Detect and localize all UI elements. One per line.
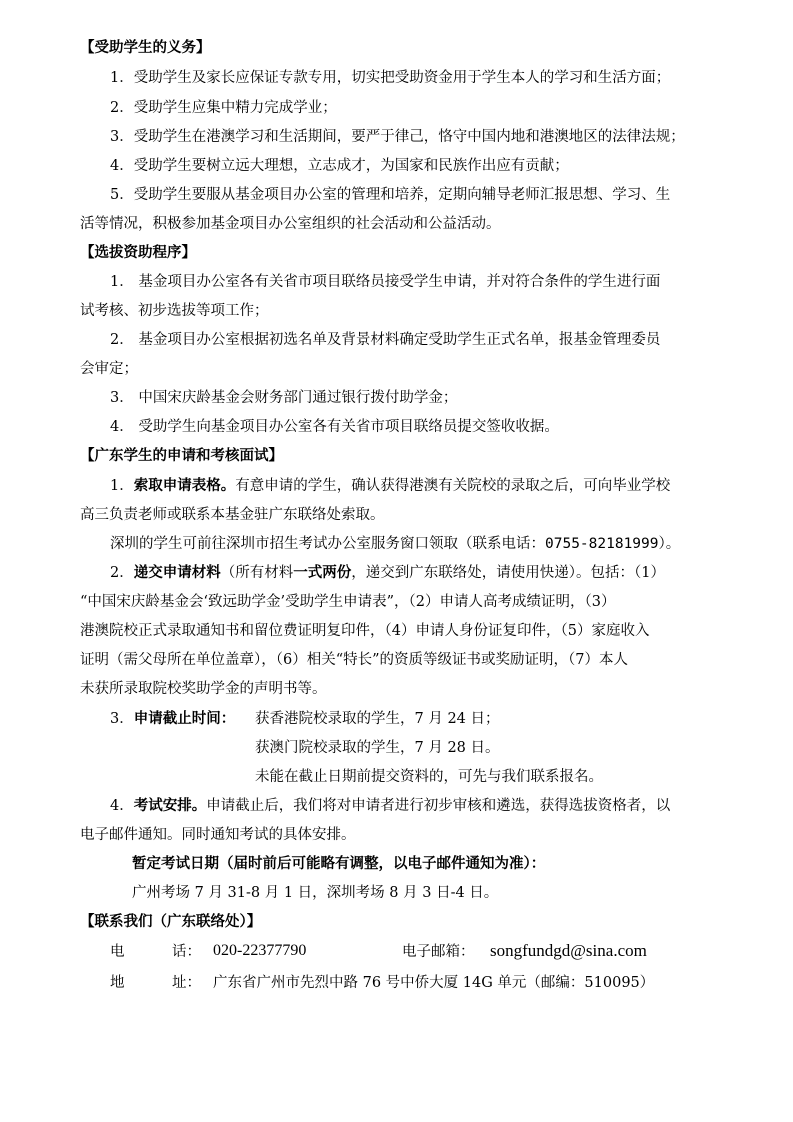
address: 广东省广州市先烈中路 76 号中侨大厦 14G 单元（邮编：510095） [213, 975, 655, 991]
step2-line: “中国宋庆龄基金会‘致远助学金’受助学生申请表”，（2）申请人高考成绩证明，（3） [80, 594, 616, 610]
shenzhen-note [110, 534, 680, 554]
procedure-item: 3． 中国宋庆龄基金会财务部门通过银行拨付助学金； [110, 390, 458, 406]
tentative-exam-date: 暂定考试日期（届时前后可能略有调整，以电子邮件通知为准）： [132, 856, 546, 872]
duty-item-continued: 活等情况，积极参加基金项目办公室组织的社会活动和公益活动。 [80, 216, 501, 232]
duty-item: 2．受助学生应集中精力完成学业； [110, 100, 337, 116]
email-label: 电子邮箱： [402, 944, 475, 960]
step3-number: 3． [110, 711, 134, 727]
phone-label-2: 话： [172, 944, 201, 960]
step2-line: 港澳院校正式录取通知书和留位费证明复印件，（4）申请人身份证复印件，（5）家庭收入 [80, 623, 650, 639]
duty-item: 1．受助学生及家长应保证专款专用，切实把受助资金用于学生本人的学习和生活方面； [110, 70, 671, 86]
deadline-macau: 获澳门院校录取的学生，7 月 28 日。 [255, 740, 500, 756]
step4-number: 4． [110, 798, 134, 814]
procedure-item: 4． 受助学生向基金项目办公室各有关省市项目联络员提交签收收据。 [110, 419, 559, 435]
step1-text: 有意申请的学生，确认获得港澳有关院校的录取之后，可向毕业学校 [235, 478, 671, 494]
procedure-item-continued: 试考核、初步选拔等项工作； [80, 303, 269, 319]
step2-text-a: （所有材料 [220, 565, 294, 581]
email-address: songfundgd@sina.com [490, 941, 647, 960]
duty-item: 4．受助学生要树立远大理想，立志成才，为国家和民族作出应有贡献； [110, 158, 569, 174]
step2-line [110, 563, 665, 583]
step2-line: 证明（需父母所在单位盖章），（6）相关“特长”的资质等级证书或奖励证明，（7）本人 [80, 652, 629, 668]
step3-line [110, 709, 235, 729]
step1-line [110, 476, 670, 496]
duty-item: 3．受助学生在港澳学习和生活期间，要严于律己，恪守中国内地和港澳地区的法律法规； [110, 129, 685, 145]
step4-title: 考试安排。 [133, 798, 207, 814]
duties-heading: 【受助学生的义务】 [80, 40, 211, 56]
shenzhen-phone: 0755-82181999 [545, 536, 659, 552]
step4-text: 申请截止后，我们将对申请者进行初步审核和遴选，获得选拔资格者，以 [206, 798, 671, 814]
phone-number: 020-22377790 [213, 942, 307, 959]
shenzhen-end: ）。 [658, 536, 681, 552]
duty-item: 5．受助学生要服从基金项目办公室的管理和培养，定期向辅导老师汇报思想、学习、生 [110, 187, 671, 203]
guangdong-heading: 【广东学生的申请和考核面试】 [80, 448, 283, 464]
procedure-heading: 【选拔资助程序】 [80, 245, 196, 261]
shenzhen-text: 深圳的学生可前往深圳市招生考试办公室服务窗口领取（联系电话： [110, 536, 545, 552]
exam-places: 广州考场 7 月 31-8 月 1 日，深圳考场 8 月 3 日-4 日。 [132, 885, 499, 901]
procedure-item: 1． 基金项目办公室各有关省市项目联络员接受学生申请，并对符合条件的学生进行面 [110, 274, 661, 290]
phone-label-1: 电 [110, 944, 125, 960]
contact-heading: 【联系我们（广东联络处）】 [80, 914, 262, 930]
step4-line-2: 电子邮件通知。同时通知考试的具体安排。 [80, 827, 356, 843]
step2-line: 未获所录取院校奖助学金的声明书等。 [80, 681, 327, 697]
address-label-2: 址： [172, 975, 201, 991]
step2-bold: 一式两份 [293, 565, 352, 581]
step1-line-2: 高三负责老师或联系本基金驻广东联络处索取。 [80, 507, 385, 523]
step1-title: 索取申请表格。 [133, 478, 236, 494]
address-label-1: 地 [110, 975, 125, 991]
step1-number: 1． [110, 478, 134, 494]
step3-title: 申请截止时间： [133, 711, 236, 727]
deadline-hk: 获香港院校录取的学生，7 月 24 日； [255, 711, 500, 727]
step2-number: 2． [110, 565, 134, 581]
deadline-note: 未能在截止日期前提交资料的，可先与我们联系报名。 [255, 769, 603, 785]
step2-text-b: ，递交到广东联络处，请使用快递）。包括：（1） [351, 565, 665, 581]
step2-title: 递交申请材料 [133, 565, 221, 581]
procedure-item: 2． 基金项目办公室根据初选名单及背景材料确定受助学生正式名单，报基金管理委员 [110, 332, 661, 348]
procedure-item-continued: 会审定； [80, 361, 138, 377]
step4-line [110, 796, 670, 816]
